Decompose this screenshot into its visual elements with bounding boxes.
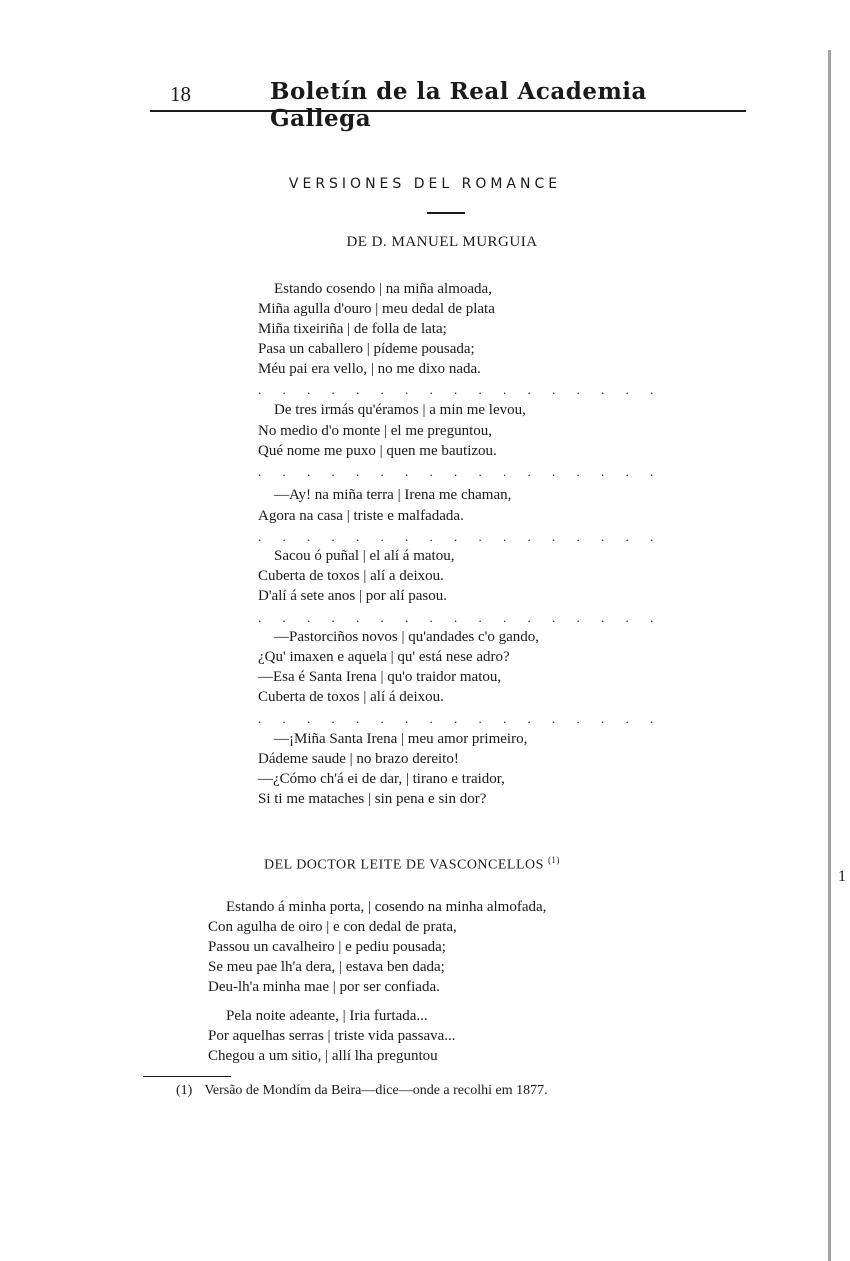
- omission-dots: . . . . . . . . . . . . . . . . .: [258, 711, 663, 726]
- part2-heading: [264, 850, 560, 876]
- verse-line: De tres irmás qu'éramos | a min me levou,: [274, 402, 526, 418]
- verse-line: —¡Miña Santa Irena | meu amor primeiro,: [274, 731, 528, 747]
- verse-line: ¿Qu' imaxen e aquela | qu' está nese adro?: [258, 649, 510, 665]
- omission-dots: . . . . . . . . . . . . . . . . .: [258, 529, 663, 544]
- verse-line: —Esa é Santa Irena | qu'o traidor matou,: [258, 669, 502, 685]
- verse-line: Estando cosendo | na miña almoada,: [274, 281, 492, 297]
- verse-line: Pasa un caballero | pídeme pousada;: [258, 341, 475, 357]
- running-title: Boletín de la Real Academia Gallega: [270, 78, 647, 132]
- verse-line: Méu pai era vello, | no me dixo nada.: [258, 361, 481, 377]
- part2-heading-text: DEL DOCTOR LEITE DE VASCONCELLOS: [264, 857, 544, 873]
- verse-line: D'alí á sete anos | por alí pasou.: [258, 588, 447, 604]
- title-divider: [427, 212, 465, 214]
- verse-line: —Ay! na miña terra | Irena me chaman,: [274, 487, 512, 503]
- verse-line: Se meu pae lh'a dera, | estava ben dada;: [208, 959, 445, 975]
- verse-line: Cuberta de toxos | alí a deixou.: [258, 568, 444, 584]
- verse-line: Si ti me mataches | sin pena e sin dor?: [258, 791, 487, 807]
- footnote-divider: [143, 1076, 231, 1077]
- omission-dots: . . . . . . . . . . . . . . . . .: [258, 464, 663, 479]
- verse-line: Estando á minha porta, | cosendo na minha almofada,: [226, 899, 547, 915]
- verse-line: Por aquelhas serras | triste vida passava...: [208, 1028, 456, 1044]
- page-header: [150, 76, 746, 132]
- footnote-marker: (1): [176, 1083, 193, 1098]
- omission-dots: . . . . . . . . . . . . . . . . .: [258, 610, 663, 625]
- edge-mark: 1: [838, 868, 846, 885]
- part1-heading: DE D. MANUEL MURGUIA: [346, 234, 538, 250]
- page-number: 18: [170, 82, 191, 106]
- section-title: VERSIONES DEL ROMANCE: [288, 176, 562, 192]
- omission-dots: . . . . . . . . . . . . . . . . .: [258, 382, 663, 397]
- page-edge-line: [828, 50, 831, 1261]
- verse-line: Pela noite adeante, | Iria furtada...: [226, 1008, 428, 1024]
- verse-line: Qué nome me puxo | quen me bautizou.: [258, 443, 497, 459]
- verse-line: Miña agulla d'ouro | meu dedal de plata: [258, 301, 495, 317]
- footnote-reference: (1): [547, 855, 560, 865]
- verse-line: Miña tixeiriña | de folla de lata;: [258, 321, 447, 337]
- verse-line: Dádeme saude | no brazo dereito!: [258, 751, 459, 767]
- verse-line: Chegou a um sitio, | allí lha preguntou: [208, 1048, 438, 1064]
- verse-line: Passou un cavalheiro | e pediu pousada;: [208, 939, 446, 955]
- footnote: [176, 1083, 548, 1099]
- verse-line: Con agulha de oiro | e con dedal de prata,: [208, 919, 457, 935]
- verse-line: —¿Cómo ch'á ei de dar, | tirano e traidor,: [258, 771, 505, 787]
- footnote-text: Versão de Mondím da Beira—dice—onde a recolhi em 1877.: [204, 1083, 548, 1098]
- verse-line: Sacou ó puñal | el alí á matou,: [274, 548, 455, 564]
- verse-line: No medio d'o monte | el me preguntou,: [258, 423, 492, 439]
- verse-line: Deu-lh'a minha mae | por ser confiada.: [208, 979, 440, 995]
- verse-line: —Pastorciños novos | qu'andades c'o gando,: [274, 629, 540, 645]
- verse-line: Cuberta de toxos | alí á deixou.: [258, 689, 444, 705]
- verse-line: Agora na casa | triste e malfadada.: [258, 508, 464, 524]
